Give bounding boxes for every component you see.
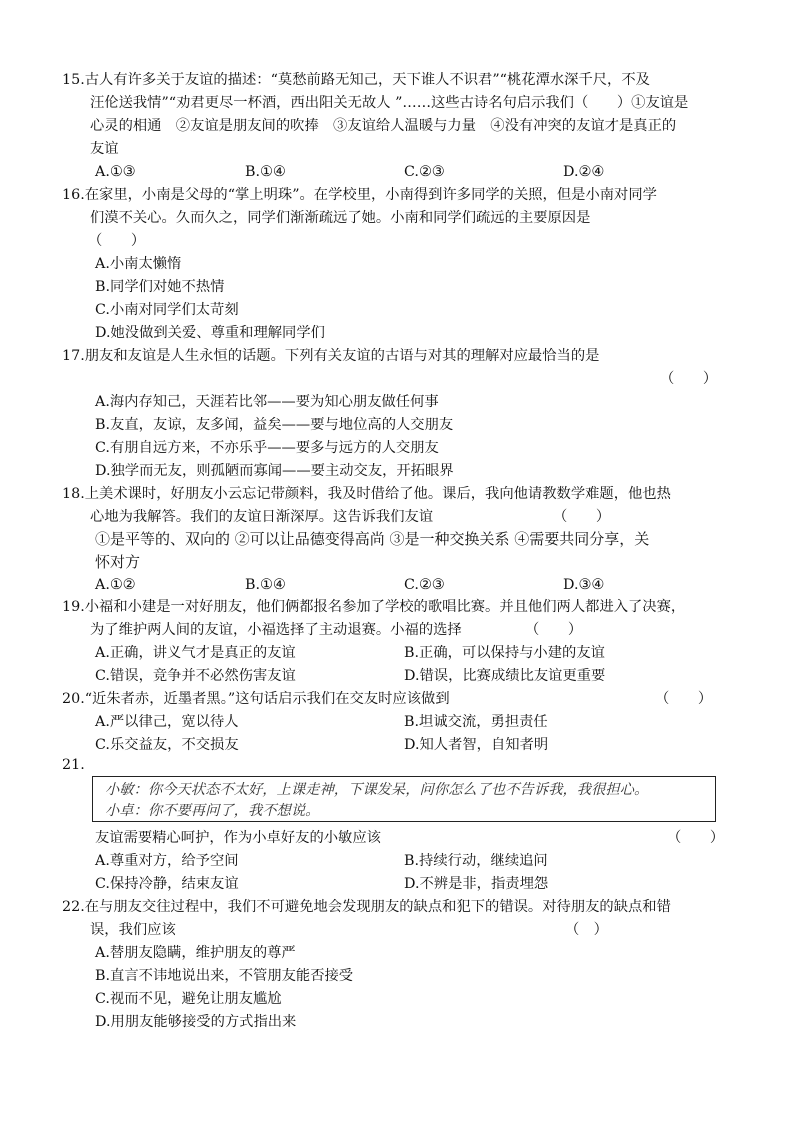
q19-option-a[interactable]: A.正确，讲义气才是真正的友谊 [95, 645, 296, 661]
q16-option-a[interactable]: A.小南太懒惰 [95, 256, 182, 272]
q20-option-b[interactable]: B.坦诚交流，勇担责任 [404, 714, 548, 730]
q17-stem-line-1: 17.朋友和友谊是人生永恒的话题。下列有关友谊的古语与对其的理解对应最恰当的是 [62, 348, 600, 364]
q19-answer-blank: （ ） [525, 622, 583, 638]
q20-answer-blank: （ ） [655, 691, 713, 707]
q18-stem-line-2: 心地为我解答。我们的友谊日渐深厚。这告诉我们友谊 [90, 509, 434, 525]
q18-option-a[interactable]: A.①② [95, 577, 136, 593]
q17-option-b[interactable]: B.友直，友谅，友多闻，益矣——要与地位高的人交朋友 [95, 417, 454, 433]
q22-stem-line-2: 误，我们应该 [90, 922, 176, 938]
q19-stem-line-1: 19.小福和小建是一对好朋友，他们俩都报名参加了学校的歌唱比赛。并且他们两人都进入了决赛， [62, 599, 686, 615]
q18-option-b[interactable]: B.①④ [245, 577, 286, 593]
q17-option-c[interactable]: C.有朋自远方来，不亦乐乎——要多与远方的人交朋友 [95, 440, 439, 456]
q21-answer-blank: （ ） [667, 830, 725, 846]
q19-option-c[interactable]: C.错误，竞争并不必然伤害友谊 [95, 668, 296, 684]
q22-stem-line-1: 22.在与朋友交往过程中，我们不可避免地会发现朋友的缺点和犯下的错误。对待朋友的缺点和错 [62, 899, 671, 915]
q18-option-c[interactable]: C.②③ [404, 577, 445, 593]
q18-statements-line-2: 怀对方 [95, 553, 141, 571]
q18-answer-blank: （ ） [553, 509, 611, 525]
q21-dialog-line-1: 小敏：你今天状态不太好，上课走神，下课发呆，问你怎么了也不告诉我，我很担心。 [105, 782, 649, 798]
q21-stem: 友谊需要精心呵护，作为小卓好友的小敏应该 [95, 830, 381, 846]
q15-stem-line-3: 心灵的相通 ②友谊是朋友间的吹捧 ③友谊给人温暖与力量 ④没有冲突的友谊才是真正的 [90, 118, 677, 134]
q15-option-b[interactable]: B.①④ [245, 164, 286, 180]
q18-option-d[interactable]: D.③④ [563, 577, 605, 593]
q22-answer-blank: （ ） [565, 922, 608, 938]
q16-answer-blank: （ ） [88, 233, 146, 249]
q17-option-d[interactable]: D.独学而无友，则孤陋而寡闻——要主动交友，开拓眼界 [95, 463, 454, 479]
q21-option-a[interactable]: A.尊重对方，给予空间 [95, 853, 239, 869]
q17-option-a[interactable]: A.海内存知己，天涯若比邻——要为知心朋友做任何事 [95, 394, 439, 410]
q20-option-a[interactable]: A.严以律己，宽以待人 [95, 714, 239, 730]
q20-option-d[interactable]: D.知人者智，自知者明 [404, 737, 549, 753]
q15-stem-line-4: 友谊 [90, 141, 119, 157]
q21-option-d[interactable]: D.不辨是非，指责埋怨 [404, 876, 549, 892]
q15-option-a[interactable]: A.①③ [95, 164, 136, 180]
q15-stem-line-2: 汪伦送我情”“劝君更尽一杯酒，西出阳关无故人 ”……这些古诗名句启示我们（ ）①友谊是 [90, 95, 689, 111]
q16-stem-line-1: 16.在家里，小南是父母的“掌上明珠”。在学校里，小南得到许多同学的关照，但是小南对同学 [62, 187, 657, 203]
q15-stem-line-1: 15.古人有许多关于友谊的描述：“莫愁前路无知己，天下谁人不识君”“桃花潭水深千尺，不及 [62, 72, 650, 88]
q17-answer-blank: （ ） [660, 371, 718, 387]
q16-option-d[interactable]: D.她没做到关爱、尊重和理解同学们 [95, 325, 325, 341]
q21-option-b[interactable]: B.持续行动，继续追问 [404, 853, 548, 869]
q21-option-c[interactable]: C.保持冷静，结束友谊 [95, 876, 239, 892]
q21-dialog-line-2: 小卓：你不要再问了，我不想说。 [105, 803, 320, 819]
q19-stem-line-2: 为了维护两人间的友谊，小福选择了主动退赛。小福的选择 [90, 622, 462, 638]
q21-number: 21. [62, 757, 85, 773]
q18-statements-line-1: ①是平等的、双向的 ②可以让品德变得高尚 ③是一种交换关系 ④需要共同分享，关 [95, 530, 650, 548]
q18-stem-line-1: 18.上美术课时，好朋友小云忘记带颜料，我及时借给了他。课后，我向他请教数学难题，他也热 [62, 486, 671, 502]
q20-option-c[interactable]: C.乐交益友，不交损友 [95, 737, 239, 753]
q22-option-c[interactable]: C.视而不见，避免让朋友尴尬 [95, 991, 282, 1007]
q16-option-c[interactable]: C.小南对同学们太苛刻 [95, 302, 239, 318]
q16-stem-line-2: 们漠不关心。久而久之，同学们渐渐疏远了她。小南和同学们疏远的主要原因是 [90, 210, 591, 226]
q20-stem-line-1: 20.“近朱者赤，近墨者黑。”这句话启示我们在交友时应该做到 [62, 691, 450, 707]
q22-option-a[interactable]: A.替朋友隐瞒，维护朋友的尊严 [95, 945, 296, 961]
q15-option-d[interactable]: D.②④ [563, 164, 605, 180]
q19-option-d[interactable]: D.错误，比赛成绩比友谊更重要 [404, 668, 606, 684]
q19-option-b[interactable]: B.正确，可以保持与小建的友谊 [404, 645, 605, 661]
q22-option-d[interactable]: D.用朋友能够接受的方式指出来 [95, 1014, 297, 1030]
q16-option-b[interactable]: B.同学们对她不热情 [95, 279, 225, 295]
q22-option-b[interactable]: B.直言不讳地说出来，不管朋友能否接受 [95, 968, 354, 984]
q15-option-c[interactable]: C.②③ [404, 164, 445, 180]
